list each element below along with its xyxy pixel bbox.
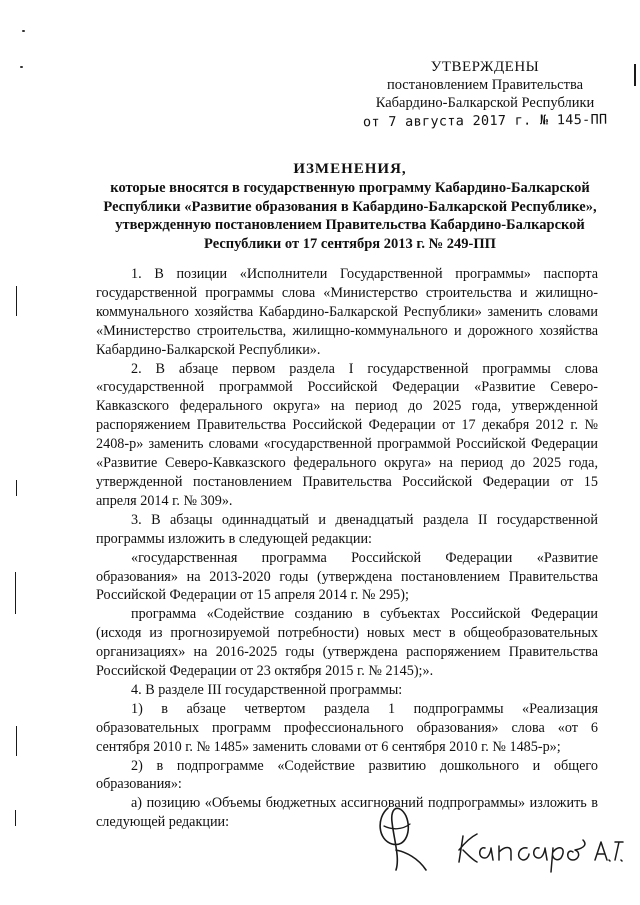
approval-line: постановлением Правительства xyxy=(386,77,584,93)
paragraph: 1. В позиции «Исполнители Государственной программы» паспорта государственной программы слова «Министерство строительства и жилищно-коммунального хозяйства Кабардино-Балкарской Республики» заменить словами «Министерство строительства, жилищно-коммунального и дорожного хозяйства Кабардино-Балкарской Республики». xyxy=(96,266,598,358)
paragraph: 2. В абзаце первом раздела I государственной программы слова «государственной программой Российской Федерации «Развитие Северо-Кавказского федерального округа» на период до 2025 года, утвержденной распоряжением Правительства Российской Федерации от 17 декабря 2012 г. № 2408-р» заменить словами «государственной программой Российской Федерации «Развитие Северо-Кавказского федерального округа» на период до 2025 года, утвержденной постановлением Правительства Российской Федерации от 15 апреля 2014 г. № 309». xyxy=(96,360,598,509)
scan-edge-mark xyxy=(16,726,17,756)
scan-edge-mark xyxy=(15,810,16,826)
scan-edge-mark xyxy=(634,64,636,86)
paragraph: программа «Содействие созданию в субъектах Российской Федерации (исходя из прогнозируемой потребности) новых мест в общеобразовательных организациях» на 2016-2025 годы (утверждена распоряжением Правительства Российской Федерации от 23 октября 2015 г. № 2145);». xyxy=(96,606,598,680)
document-title xyxy=(92,160,608,253)
title-subtitle: которые вносятся в государственную программу Кабардино-Балкарской Республики «Развитие образования в Кабардино-Балкарской Республике», утвержденную постановлением Правительства Кабардино-Балкарской Республики от 17 сентября 2013 г. № 249-ПП xyxy=(103,180,597,252)
paragraph: 3. В абзацы одиннадцатый и двенадцатый раздела II государственной программы изложить в следующей редакции: xyxy=(96,511,598,547)
paragraph: 4. В разделе III государственной программы: xyxy=(131,681,403,698)
scan-edge-mark xyxy=(15,572,16,614)
approval-block xyxy=(360,58,610,130)
paragraph: «государственная программа Российской Федерации «Развитие образования» на 2013-2020 годы (утверждена постановлением Правительства Российской Федерации от 15 апреля 2014 г. № 295); xyxy=(96,549,598,604)
paragraph: 1) в абзаце четвертом раздела 1 подпрограммы «Реализация образовательных программ профессионального образования» слова «от 6 сентября 2010 г. № 1485» заменить словами от 6 сентября 2010 г. № 1485-р»; xyxy=(96,700,598,755)
title-heading: ИЗМЕНЕНИЯ, xyxy=(293,161,407,177)
scan-speck xyxy=(20,66,23,68)
document-body xyxy=(96,265,598,832)
paragraph: 2) в подпрограмме «Содействие развитию дошкольного и общего образования»: xyxy=(96,757,598,793)
approval-line: Кабардино-Балкарской Республики xyxy=(375,95,595,111)
approval-date-number: от 7 августа 2017 г. № 145-ПП xyxy=(362,111,608,131)
signature-name xyxy=(455,822,625,874)
signature-initial xyxy=(366,800,436,875)
scan-edge-mark xyxy=(16,480,17,496)
scan-edge-mark xyxy=(16,286,17,316)
paragraph: а) позицию «Объемы бюджетных ассигнований подпрограммы» изложить в следующей редакции: xyxy=(96,795,598,831)
approval-heading: УТВЕРЖДЕНЫ xyxy=(430,59,540,75)
scan-speck xyxy=(22,30,25,32)
